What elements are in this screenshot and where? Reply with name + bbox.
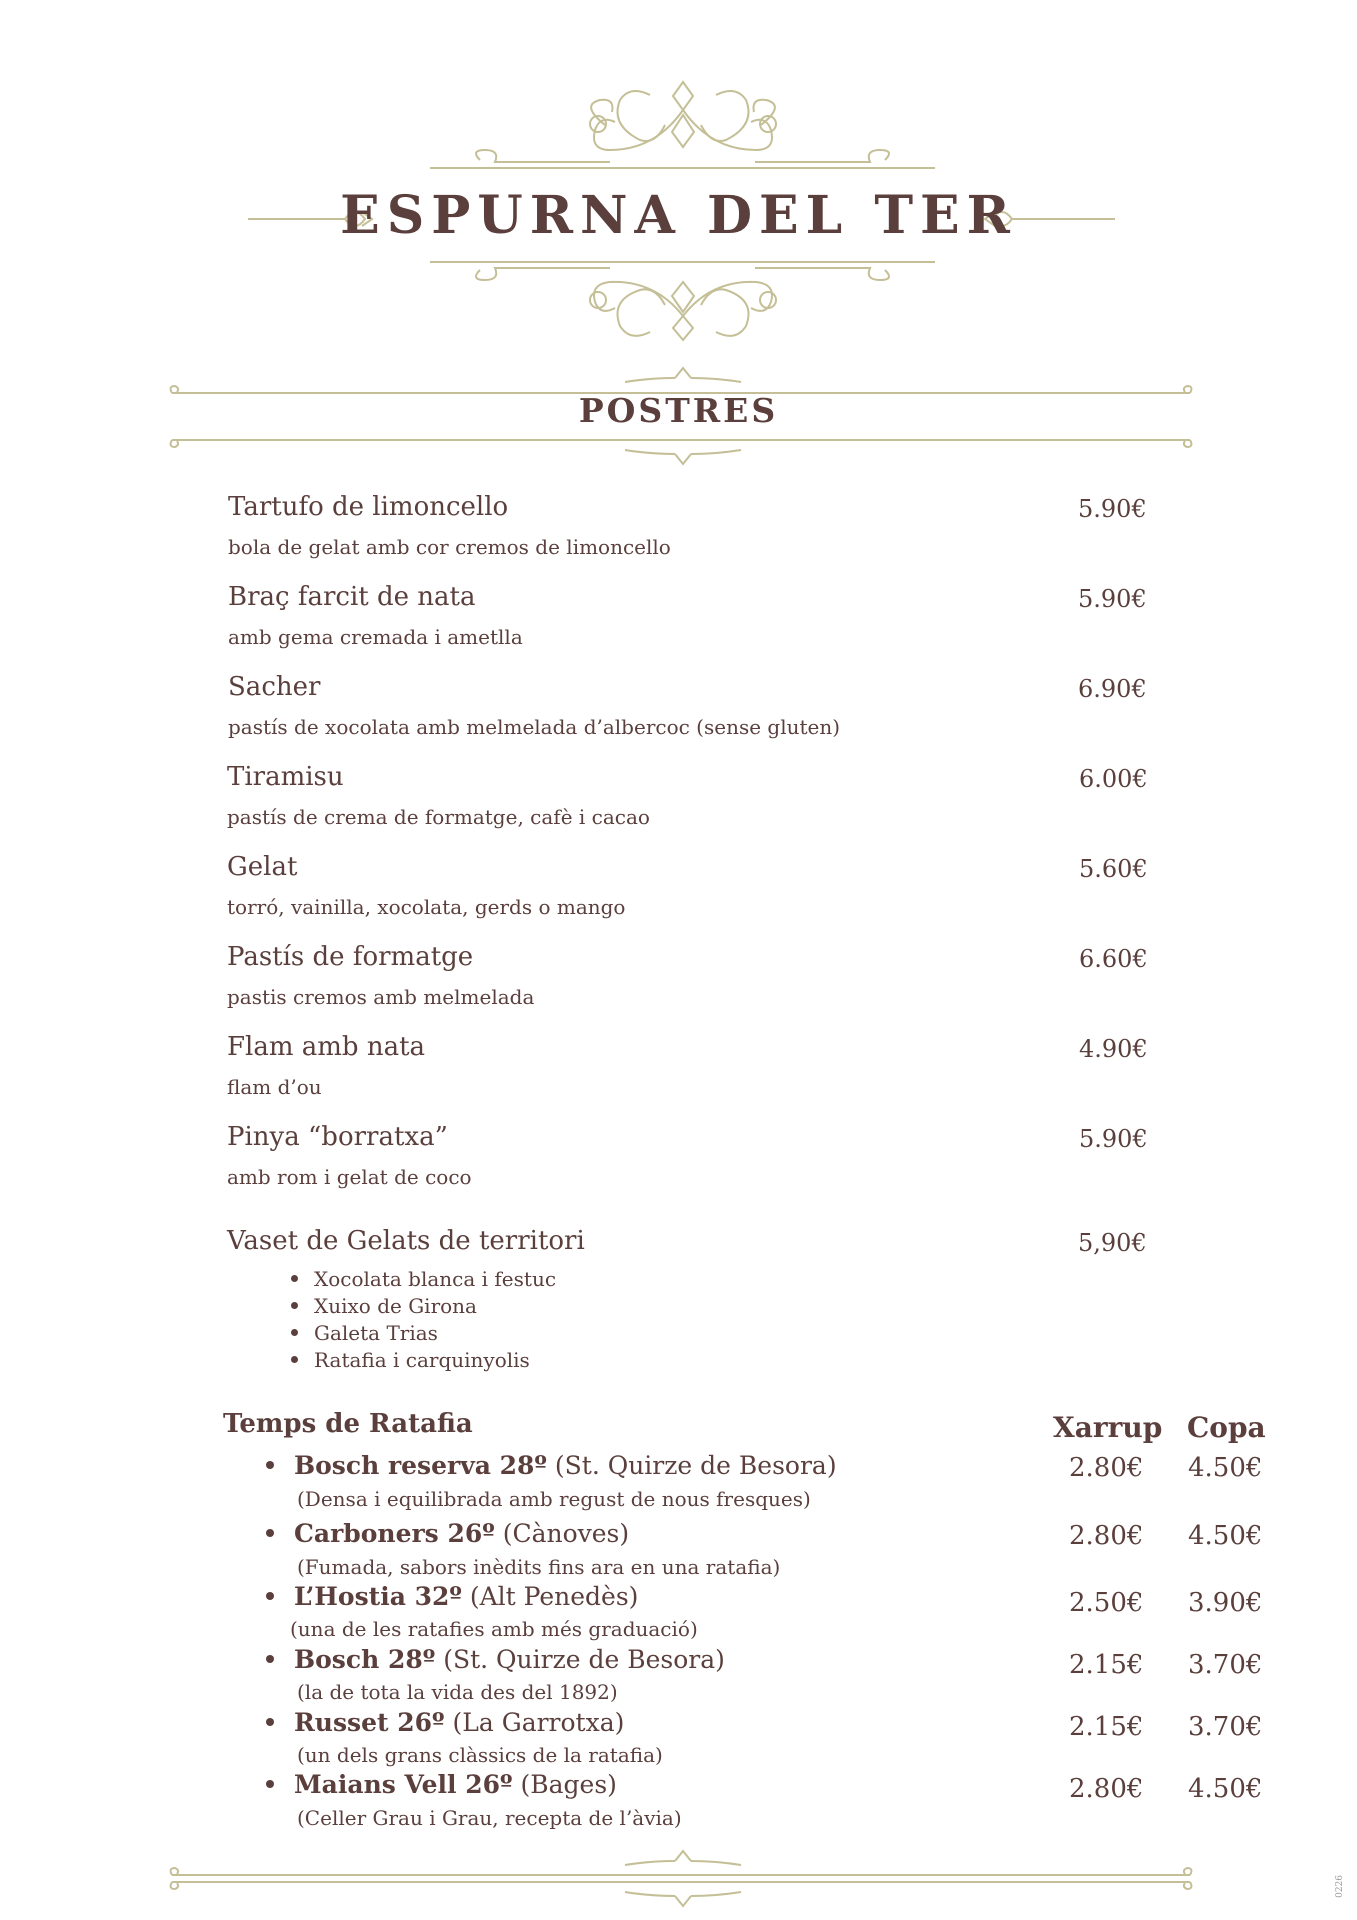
bullet-icon — [266, 1780, 274, 1788]
dish-name: Flam amb nata — [227, 1032, 426, 1062]
dish-desc: pastis cremos amb melmelada — [227, 985, 535, 1009]
document-code: 0226 — [1335, 1875, 1345, 1898]
ratafia-xarrup-price: 2.80€ — [1069, 1521, 1144, 1551]
ratafia-xarrup-price: 2.80€ — [1069, 1774, 1144, 1804]
dish-name: Pastís de formatge — [227, 942, 474, 972]
dish-desc: pastís de xocolata amb melmelada d’albercoc (sense gluten) — [228, 715, 841, 739]
dish-price: 5,90€ — [1078, 1229, 1147, 1257]
ratafia-copa-price: 4.50€ — [1188, 1521, 1263, 1551]
ratafia-copa-price: 3.70€ — [1188, 1712, 1263, 1742]
column-header-copa: Copa — [1187, 1411, 1266, 1444]
ratafia-name: Russet 26º (La Garrotxa) — [266, 1708, 624, 1737]
ratafia-copa-price: 3.90€ — [1188, 1588, 1263, 1618]
bullet-icon — [291, 1302, 298, 1309]
ratafia-desc: (Densa i equilibrada amb regust de nous fresques) — [297, 1487, 811, 1511]
dish-name: Pinya “borratxa” — [227, 1122, 448, 1152]
section-title: POSTRES — [578, 391, 779, 430]
bullet-icon — [266, 1529, 274, 1537]
ratafia-desc: (una de les ratafies amb més graduació) — [290, 1617, 698, 1641]
bullet-icon — [266, 1655, 274, 1663]
dish-name: Tiramisu — [227, 762, 344, 792]
bullet-icon — [291, 1275, 298, 1282]
dish-desc: bola de gelat amb cor cremos de limoncello — [228, 535, 671, 559]
ratafia-copa-price: 4.50€ — [1188, 1774, 1263, 1804]
ratafia-heading: Temps de Ratafia — [223, 1409, 473, 1439]
dish-price: 5.60€ — [1079, 855, 1148, 883]
dish-name: Vaset de Gelats de territori — [227, 1226, 585, 1256]
flavor-item: Xuixo de Girona — [291, 1294, 477, 1318]
footer-ornament — [0, 1840, 1357, 1920]
dish-price: 6.00€ — [1079, 765, 1148, 793]
ratafia-name: Carboners 26º (Cànoves) — [266, 1519, 629, 1548]
bullet-icon — [266, 1461, 274, 1469]
dish-name: Sacher — [228, 672, 321, 702]
flavor-item: Galeta Trias — [291, 1321, 438, 1345]
dish-desc: pastís de crema de formatge, cafè i cacao — [227, 805, 650, 829]
ratafia-desc: (Fumada, sabors inèdits fins ara en una ratafia) — [297, 1555, 781, 1579]
dish-desc: amb gema cremada i ametlla — [228, 625, 523, 649]
ratafia-name: Bosch reserva 28º (St. Quirze de Besora) — [266, 1451, 837, 1480]
ratafia-name: L’Hostia 32º (Alt Penedès) — [266, 1582, 638, 1611]
ratafia-name: Bosch 28º (St. Quirze de Besora) — [266, 1645, 725, 1674]
dish-price: 5.90€ — [1079, 1125, 1148, 1153]
restaurant-title: ESPURNA DEL TER — [340, 185, 1017, 246]
ratafia-xarrup-price: 2.50€ — [1069, 1588, 1144, 1618]
dish-desc: torró, vainilla, xocolata, gerds o mango — [227, 895, 626, 919]
ratafia-xarrup-price: 2.15€ — [1069, 1712, 1144, 1742]
ratafia-xarrup-price: 2.15€ — [1069, 1650, 1144, 1680]
bullet-icon — [266, 1592, 274, 1600]
ratafia-xarrup-price: 2.80€ — [1069, 1453, 1144, 1483]
dish-price: 6.90€ — [1078, 675, 1147, 703]
dish-name: Gelat — [227, 852, 298, 882]
dish-name: Braç farcit de nata — [228, 582, 476, 612]
ratafia-copa-price: 4.50€ — [1188, 1453, 1263, 1483]
dish-desc: flam d’ou — [227, 1075, 322, 1099]
ratafia-desc: (la de tota la vida des del 1892) — [297, 1680, 618, 1704]
dish-price: 4.90€ — [1079, 1035, 1148, 1063]
flavor-item: Xocolata blanca i festuc — [291, 1267, 556, 1291]
ratafia-desc: (Celler Grau i Grau, recepta de l’àvia) — [297, 1806, 682, 1830]
flavor-item: Ratafia i carquinyolis — [291, 1348, 530, 1372]
dish-price: 6.60€ — [1079, 945, 1148, 973]
bullet-icon — [266, 1718, 274, 1726]
column-header-xarrup: Xarrup — [1053, 1411, 1163, 1444]
dish-name: Tartufo de limoncello — [228, 492, 509, 522]
ratafia-copa-price: 3.70€ — [1188, 1650, 1263, 1680]
ratafia-name: Maians Vell 26º (Bages) — [266, 1770, 617, 1799]
dish-desc: amb rom i gelat de coco — [227, 1165, 472, 1189]
bullet-icon — [291, 1356, 298, 1363]
dish-price: 5.90€ — [1078, 495, 1147, 523]
dish-price: 5.90€ — [1078, 585, 1147, 613]
ratafia-desc: (un dels grans clàssics de la ratafia) — [297, 1743, 663, 1767]
bullet-icon — [291, 1329, 298, 1336]
